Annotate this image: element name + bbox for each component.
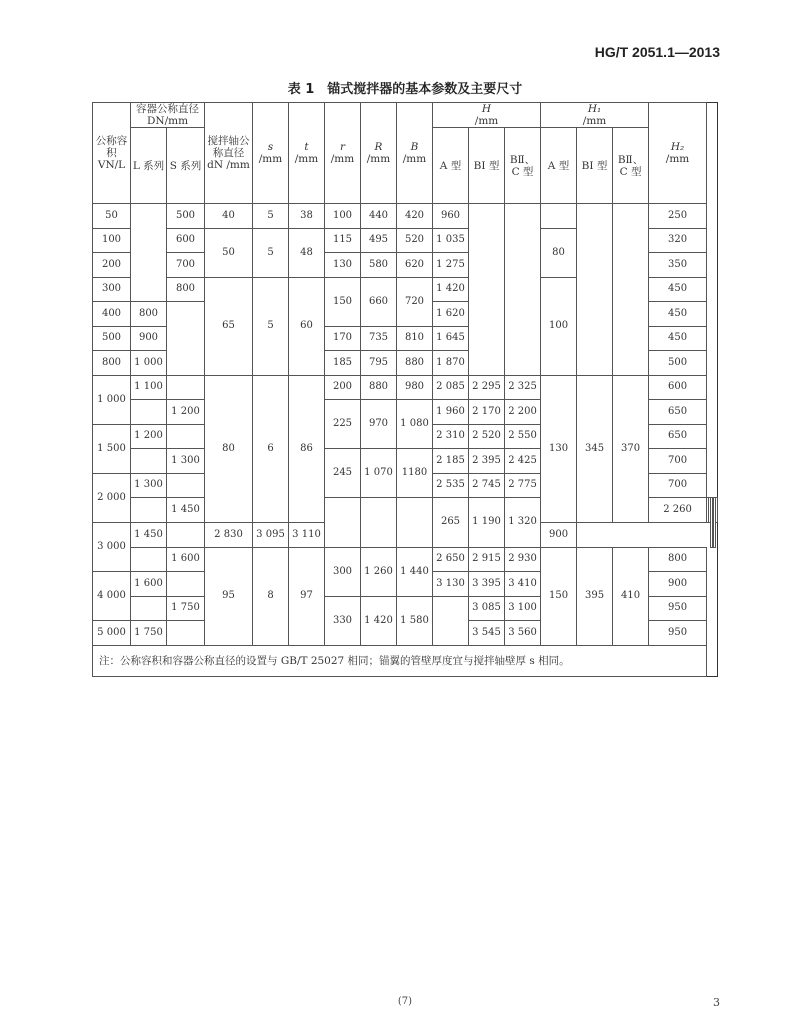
cell-dn-l-empty	[131, 547, 167, 572]
cell-H-a: 1 870	[433, 351, 469, 376]
cell-H1-b1-empty	[577, 204, 613, 376]
cell-t: 86	[289, 375, 325, 523]
cell-H-a: 1 620	[433, 302, 469, 327]
cell-H-a: 1 275	[433, 253, 469, 278]
cell-dn-l: 1 000	[131, 351, 167, 376]
col-H1-symbol: H₁	[587, 103, 602, 115]
col-H-b1: BⅠ 型	[469, 128, 505, 204]
table-caption: 表 1 锚式搅拌器的基本参数及主要尺寸	[287, 82, 523, 97]
col-H1-b2c: BⅡ、C 型	[613, 128, 649, 204]
col-r-unit: /mm	[330, 153, 355, 165]
cell-s: 5	[253, 204, 289, 229]
cell-s: 8	[253, 547, 289, 645]
cell-H1-a: 150	[541, 547, 577, 645]
cell-dn-l: 900	[131, 326, 167, 351]
col-vn: 公称容积 VN/L	[93, 103, 131, 204]
col-R-symbol: R	[374, 141, 383, 153]
col-R	[361, 103, 397, 204]
cell-dn-l-empty	[131, 400, 167, 425]
col-B-symbol: B	[410, 141, 419, 153]
cell-B: 1 440	[397, 547, 433, 596]
cell-dn-s: 1 600	[167, 547, 205, 572]
cell-H1-b1: 345	[577, 375, 613, 523]
cell-B: 810	[397, 326, 433, 351]
cell-r: 150	[325, 277, 361, 326]
cell-r: 130	[325, 253, 361, 278]
cell-H1-b1: 395	[577, 547, 613, 645]
cell-H-a-empty	[433, 596, 469, 645]
cell-dn-l-empty	[131, 596, 167, 621]
cell-r: 115	[325, 228, 361, 253]
cell-vn: 4 000	[93, 572, 131, 621]
col-H1-a: A 型	[541, 128, 577, 204]
cell-H-b1-empty	[469, 204, 505, 376]
table-header	[93, 103, 718, 204]
cell-H-b2c: 3 100	[505, 596, 541, 621]
cell-dn-s-empty	[167, 424, 205, 449]
cell-H-a: 960	[433, 204, 469, 229]
cell-H1-a: 130	[541, 375, 577, 523]
page-number: 3	[713, 996, 720, 1009]
cell-dn-l-empty	[131, 204, 167, 302]
col-H-unit: /mm	[474, 115, 499, 127]
col-H1-unit: /mm	[582, 115, 607, 127]
cell-H-b1: 2 295	[469, 375, 505, 400]
cell-H2: 650	[649, 424, 707, 449]
col-shaft: 搅拌轴公称直径 dN /mm	[205, 103, 253, 204]
cell-dn-s-empty	[167, 473, 205, 498]
cell-H1-b2c: 370	[613, 375, 649, 523]
cell-H2: 320	[649, 228, 707, 253]
cell-dn: 65	[205, 277, 253, 375]
col-dn-s: S 系列	[167, 128, 205, 204]
cell-dn: 50	[205, 228, 253, 277]
col-H1-b1: BⅠ 型	[577, 128, 613, 204]
cell-H2: 900	[541, 523, 577, 548]
cell-vn: 2 000	[93, 473, 131, 523]
cell-B: 980	[397, 375, 433, 400]
cell-R: 1 420	[361, 596, 397, 645]
cell-vn: 500	[93, 326, 131, 351]
cell-H2: 950	[649, 596, 707, 621]
cell-dn: 80	[205, 375, 253, 523]
col-H2-symbol: H₂	[670, 141, 685, 153]
cell-dn-l: 1 100	[131, 375, 167, 400]
cell-vn: 300	[93, 277, 131, 302]
cell-H1-b2c-empty	[613, 204, 649, 376]
cell-r: 265	[433, 498, 469, 548]
cell-H-a: 2 650	[433, 547, 469, 572]
table-note: 注：公称容积和容器公称直径的设置与 GB/T 25027 相同；锚翼的管壁厚度宜与搅拌轴壁厚 s 相同。	[93, 645, 707, 676]
cell-H2: 450	[649, 326, 707, 351]
cell-H-b1: 3 545	[469, 621, 505, 646]
cell-t: 48	[289, 228, 325, 277]
cell-dn-s: 1 750	[167, 596, 205, 621]
cell-H-b1: 2 915	[469, 547, 505, 572]
cell-vn: 5 000	[93, 621, 131, 646]
cell-H2: 950	[649, 621, 707, 646]
col-B-unit: /mm	[402, 153, 427, 165]
cell-H-b2c: 2 425	[505, 449, 541, 474]
cell-R: 1 260	[361, 547, 397, 596]
cell-H2: 900	[649, 572, 707, 597]
cell-vn: 400	[93, 302, 131, 327]
cell-r: 200	[325, 375, 361, 400]
col-t	[289, 103, 325, 204]
col-s-unit: /mm	[258, 153, 283, 165]
cell-H-b2c: 2 930	[505, 547, 541, 572]
cell-B: 880	[397, 351, 433, 376]
cell-H-b1: 2 745	[469, 473, 505, 498]
cell-H-b1: 3 085	[469, 596, 505, 621]
cell-dn-s-empty	[167, 572, 205, 597]
cell-H-b2c: 3 410	[505, 572, 541, 597]
cell-H-a: 2 535	[433, 473, 469, 498]
cell-R: 795	[361, 351, 397, 376]
cell-dn-l: 1 200	[131, 424, 167, 449]
cell-B: 520	[397, 228, 433, 253]
cell-s: 5	[253, 228, 289, 277]
cell-H2: 450	[649, 302, 707, 327]
cell-H-a: 1 960	[433, 400, 469, 425]
cell-dn-s: 500	[167, 204, 205, 229]
cell-H-a: 1 420	[433, 277, 469, 302]
cell-R: 880	[361, 375, 397, 400]
cell-dn-s-empty	[167, 375, 205, 400]
cell-H2	[716, 498, 718, 523]
cell-dn-s-empty	[167, 302, 205, 376]
col-B	[397, 103, 433, 204]
cell-dn-l-empty	[131, 449, 167, 474]
cell-H2: 450	[649, 277, 707, 302]
cell-H2: 700	[649, 473, 707, 498]
cell-dn: 40	[205, 204, 253, 229]
cell-H-b2c-empty	[505, 204, 541, 376]
cell-R: 1 190	[469, 498, 505, 548]
cell-vn: 50	[93, 204, 131, 229]
col-H-b2c: BⅡ、C 型	[505, 128, 541, 204]
table-row	[93, 204, 718, 229]
cell-H-a: 2 185	[433, 449, 469, 474]
col-H-symbol: H	[481, 103, 492, 115]
cell-s: 5	[253, 277, 289, 375]
cell-vn: 200	[93, 253, 131, 278]
cell-B: 620	[397, 253, 433, 278]
cell-s-empty	[361, 498, 397, 548]
cell-R: 495	[361, 228, 397, 253]
cell-dn-s: 1 200	[167, 400, 205, 425]
col-H2-unit: /mm	[665, 153, 690, 165]
cell-dn-s: 800	[167, 277, 205, 302]
cell-r: 330	[325, 596, 361, 645]
cell-H1-a-empty	[541, 204, 577, 229]
table-body	[93, 204, 718, 677]
cell-R: 970	[361, 400, 397, 449]
col-t-symbol: t	[304, 141, 309, 153]
cell-dn	[325, 498, 361, 548]
cell-H2: 250	[649, 204, 707, 229]
cell-r: 170	[325, 326, 361, 351]
cell-H2: 600	[649, 375, 707, 400]
cell-R: 1 070	[361, 449, 397, 498]
col-dn-l: L 系列	[131, 128, 167, 204]
cell-dn-l: 1 600	[131, 572, 167, 597]
cell-t: 60	[289, 277, 325, 375]
cell-H-a: 1 035	[433, 228, 469, 253]
cell-H-b1: 3 395	[469, 572, 505, 597]
cell-t: 97	[289, 547, 325, 645]
cell-H-a: 2 310	[433, 424, 469, 449]
cell-H1-a: 80	[541, 228, 577, 277]
cell-R: 580	[361, 253, 397, 278]
cell-dn-s: 1 450	[167, 498, 205, 523]
col-H	[433, 103, 541, 128]
cell-H1-b2c: 410	[613, 547, 649, 645]
cell-H-b2c: 2 775	[505, 473, 541, 498]
parameters-table	[92, 102, 718, 677]
cell-H-a: 1 645	[433, 326, 469, 351]
cell-r: 185	[325, 351, 361, 376]
col-H2	[649, 103, 707, 204]
table-row	[93, 547, 718, 572]
cell-r: 225	[325, 400, 361, 449]
standard-number: HG/T 2051.1—2013	[594, 44, 720, 60]
cell-dn-s: 600	[167, 228, 205, 253]
cell-H2: 650	[649, 400, 707, 425]
col-H-a: A 型	[433, 128, 469, 204]
cell-R: 660	[361, 277, 397, 326]
cell-s: 6	[253, 375, 289, 523]
cell-H-b2c: 3 560	[505, 621, 541, 646]
cell-H-b2c: 2 325	[505, 375, 541, 400]
cell-H-b2c: 2 550	[505, 424, 541, 449]
cell-H-b1: 2 520	[469, 424, 505, 449]
col-t-unit: /mm	[294, 153, 319, 165]
cell-H-a: 2 085	[433, 375, 469, 400]
cell-B: 1 080	[397, 400, 433, 449]
footer-page-marker: (7)	[397, 996, 413, 1007]
cell-vn: 100	[93, 228, 131, 253]
cell-vn: 1 000	[93, 375, 131, 424]
cell-vn: 3 000	[93, 523, 131, 572]
cell-H-b1: 2 170	[469, 400, 505, 425]
cell-H-b2c: 3 110	[289, 523, 325, 548]
cell-H-b1: 2 395	[469, 449, 505, 474]
cell-t: 38	[289, 204, 325, 229]
cell-B: 1180	[397, 449, 433, 498]
cell-R: 735	[361, 326, 397, 351]
cell-H2: 350	[649, 253, 707, 278]
cell-r: 245	[325, 449, 361, 498]
col-H1	[541, 103, 649, 128]
cell-dn: 95	[205, 547, 253, 645]
cell-dn-s-empty	[167, 523, 205, 548]
cell-H-a: 2 830	[205, 523, 253, 548]
cell-r: 100	[325, 204, 361, 229]
cell-vn: 800	[93, 351, 131, 376]
cell-H1-a: 100	[541, 277, 577, 375]
cell-dn-l: 800	[131, 302, 167, 327]
cell-B: 1 580	[397, 596, 433, 645]
col-R-unit: /mm	[366, 153, 391, 165]
cell-dn-l: 1 300	[131, 473, 167, 498]
cell-H-b2c: 2 200	[505, 400, 541, 425]
cell-vn: 1 500	[93, 424, 131, 473]
cell-B: 720	[397, 277, 433, 326]
cell-dn-s-empty	[167, 621, 205, 646]
cell-H-a: 2 260	[649, 498, 707, 523]
cell-H-a: 3 130	[433, 572, 469, 597]
cell-dn-s: 1 300	[167, 449, 205, 474]
cell-B: 420	[397, 204, 433, 229]
table-row	[93, 375, 718, 400]
cell-H-b1: 3 095	[253, 523, 289, 548]
col-s	[253, 103, 289, 204]
cell-H2: 500	[649, 351, 707, 376]
col-r-symbol: r	[339, 141, 346, 153]
cell-H2: 800	[649, 547, 707, 572]
cell-dn-l: 1 750	[131, 621, 167, 646]
cell-H2: 700	[649, 449, 707, 474]
cell-dn-l-empty	[131, 498, 167, 523]
cell-r: 300	[325, 547, 361, 596]
col-s-symbol: s	[267, 141, 274, 153]
col-r	[325, 103, 361, 204]
cell-R: 440	[361, 204, 397, 229]
cell-dn-l: 1 450	[131, 523, 167, 548]
cell-dn-s: 700	[167, 253, 205, 278]
cell-t-empty	[397, 498, 433, 548]
cell-B: 1 320	[505, 498, 541, 548]
col-dn-group: 容器公称直径 DN/mm	[131, 103, 205, 128]
